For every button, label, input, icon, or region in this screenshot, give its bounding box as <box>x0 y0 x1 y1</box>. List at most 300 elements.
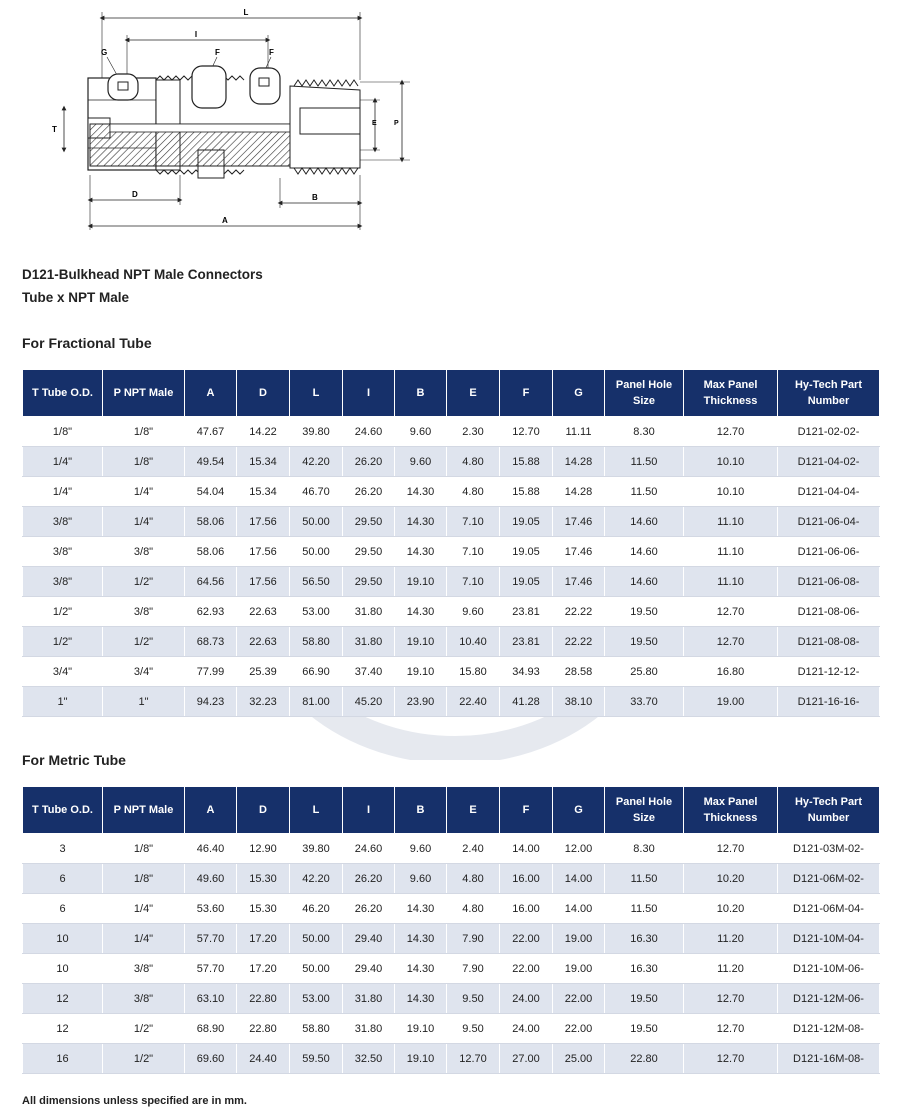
column-header: A <box>185 787 237 834</box>
table-cell: 19.05 <box>500 537 553 567</box>
table-cell: 1/8" <box>23 417 103 447</box>
dim-label-d: D <box>132 190 138 199</box>
table-row <box>23 1014 880 1044</box>
column-header: D <box>237 370 290 417</box>
table-cell: 17.20 <box>237 954 290 984</box>
table-cell: 22.80 <box>237 984 290 1014</box>
column-header: L <box>290 787 343 834</box>
table-cell: D121-06M-04- <box>778 894 880 924</box>
table-cell: 12.70 <box>500 417 553 447</box>
table-cell: 14.60 <box>605 537 684 567</box>
table-cell: 11.20 <box>684 924 778 954</box>
table-cell: 50.00 <box>290 537 343 567</box>
table-cell: 14.60 <box>605 507 684 537</box>
table-cell: 1/2" <box>103 627 185 657</box>
table-cell: 14.00 <box>553 864 605 894</box>
column-header: L <box>290 370 343 417</box>
table-cell: 11.50 <box>605 894 684 924</box>
table-cell: 17.56 <box>237 507 290 537</box>
column-header: I <box>343 370 395 417</box>
table-cell: 17.56 <box>237 537 290 567</box>
table-cell: 15.34 <box>237 477 290 507</box>
table-row <box>23 894 880 924</box>
table-cell: D121-12M-06- <box>778 984 880 1014</box>
table-row <box>23 657 880 687</box>
product-title-block <box>22 263 263 309</box>
table-cell: D121-08-06- <box>778 597 880 627</box>
dim-label-a: A <box>222 216 228 225</box>
table-cell: 32.23 <box>237 687 290 717</box>
table-cell: 14.28 <box>553 477 605 507</box>
table-cell: 22.00 <box>553 984 605 1014</box>
column-header: Max Panel Thickness <box>684 370 778 417</box>
table-cell: 31.80 <box>343 627 395 657</box>
table-cell: 42.20 <box>290 447 343 477</box>
table-cell: 14.30 <box>395 537 447 567</box>
table-cell: D121-12-12- <box>778 657 880 687</box>
table-cell: D121-03M-02- <box>778 834 880 864</box>
table-row <box>23 417 880 447</box>
table-cell: 1/4" <box>103 507 185 537</box>
table-cell: 10.40 <box>447 627 500 657</box>
table-cell: 16 <box>23 1044 103 1074</box>
table-cell: 53.00 <box>290 984 343 1014</box>
table-cell: 15.88 <box>500 477 553 507</box>
table-cell: 47.67 <box>185 417 237 447</box>
table-cell: 19.50 <box>605 597 684 627</box>
column-header: F <box>500 787 553 834</box>
table-cell: 1" <box>23 687 103 717</box>
column-header: B <box>395 787 447 834</box>
dim-label-t: T <box>52 125 57 134</box>
table-cell: 63.10 <box>185 984 237 1014</box>
table-cell: D121-06-04- <box>778 507 880 537</box>
table-cell: 19.50 <box>605 627 684 657</box>
table-cell: 94.23 <box>185 687 237 717</box>
table-row <box>23 924 880 954</box>
table-cell: 12.70 <box>684 1014 778 1044</box>
table-cell: 12 <box>23 984 103 1014</box>
table-cell: 14.30 <box>395 954 447 984</box>
table-cell: 1" <box>103 687 185 717</box>
table-cell: 59.50 <box>290 1044 343 1074</box>
table-row <box>23 627 880 657</box>
table-cell: 57.70 <box>185 954 237 984</box>
table-cell: 58.80 <box>290 1014 343 1044</box>
table-cell: 4.80 <box>447 894 500 924</box>
table-cell: 57.70 <box>185 924 237 954</box>
table-cell: 9.60 <box>395 447 447 477</box>
table-cell: 4.80 <box>447 477 500 507</box>
column-header: Hy-Tech Part Number <box>778 370 880 417</box>
table-cell: 3/8" <box>103 984 185 1014</box>
dim-label-f2: F <box>269 48 274 57</box>
table-cell: 17.46 <box>553 507 605 537</box>
dim-label-e: E <box>372 120 377 127</box>
table-cell: 12.00 <box>553 834 605 864</box>
table-cell: D121-10M-04- <box>778 924 880 954</box>
table-cell: 12.90 <box>237 834 290 864</box>
table-cell: 9.60 <box>395 834 447 864</box>
product-title: D121-Bulkhead NPT Male Connectors <box>22 267 263 282</box>
table-cell: 12.70 <box>684 627 778 657</box>
table-cell: 10.10 <box>684 447 778 477</box>
column-header: E <box>447 370 500 417</box>
table-row <box>23 834 880 864</box>
table-cell: D121-04-02- <box>778 447 880 477</box>
table-cell: 2.30 <box>447 417 500 447</box>
table-cell: 64.56 <box>185 567 237 597</box>
table-row <box>23 864 880 894</box>
dim-label-p: P <box>394 120 399 127</box>
table-cell: 29.40 <box>343 954 395 984</box>
table-cell: 23.81 <box>500 597 553 627</box>
table-cell: D121-02-02- <box>778 417 880 447</box>
table-cell: 14.30 <box>395 507 447 537</box>
table-cell: 14.30 <box>395 477 447 507</box>
metric-section-title: For Metric Tube <box>22 752 126 768</box>
table-header-row <box>23 787 880 834</box>
table-cell: 14.60 <box>605 567 684 597</box>
table-row <box>23 507 880 537</box>
table-cell: 12.70 <box>447 1044 500 1074</box>
table-cell: 1/2" <box>23 627 103 657</box>
table-cell: 3/8" <box>103 954 185 984</box>
table-cell: 50.00 <box>290 507 343 537</box>
table-cell: 29.50 <box>343 537 395 567</box>
table-cell: 7.10 <box>447 507 500 537</box>
table-cell: 1/4" <box>103 477 185 507</box>
column-header: I <box>343 787 395 834</box>
column-header: P NPT Male <box>103 787 185 834</box>
table-cell: 24.60 <box>343 834 395 864</box>
table-cell: 9.60 <box>395 417 447 447</box>
table-cell: 11.50 <box>605 447 684 477</box>
table-cell: 17.20 <box>237 924 290 954</box>
table-cell: D121-06-08- <box>778 567 880 597</box>
column-header: B <box>395 370 447 417</box>
dim-label-l: L <box>243 8 249 17</box>
product-subtitle: Tube x NPT Male <box>22 290 130 305</box>
table-cell: 22.40 <box>447 687 500 717</box>
table-cell: 11.11 <box>553 417 605 447</box>
table-cell: 19.10 <box>395 1044 447 1074</box>
table-cell: 41.28 <box>500 687 553 717</box>
table-cell: 12.70 <box>684 834 778 864</box>
table-cell: 1/2" <box>23 597 103 627</box>
table-cell: 19.05 <box>500 567 553 597</box>
table-cell: 27.00 <box>500 1044 553 1074</box>
table-cell: 37.40 <box>343 657 395 687</box>
table-cell: 9.50 <box>447 984 500 1014</box>
table-cell: D121-06-06- <box>778 537 880 567</box>
table-cell: 19.00 <box>553 954 605 984</box>
fitting-technical-drawing <box>50 0 450 250</box>
table-cell: 16.30 <box>605 924 684 954</box>
table-cell: 2.40 <box>447 834 500 864</box>
column-header: F <box>500 370 553 417</box>
table-cell: 7.90 <box>447 954 500 984</box>
table-cell: 8.30 <box>605 417 684 447</box>
table-cell: 19.10 <box>395 567 447 597</box>
table-cell: 66.90 <box>290 657 343 687</box>
table-cell: D121-08-08- <box>778 627 880 657</box>
table-row <box>23 1044 880 1074</box>
table-cell: D121-16M-08- <box>778 1044 880 1074</box>
table-cell: 46.20 <box>290 894 343 924</box>
table-cell: 22.63 <box>237 597 290 627</box>
table-cell: 1/8" <box>103 834 185 864</box>
table-cell: 10.20 <box>684 864 778 894</box>
table-cell: 22.22 <box>553 597 605 627</box>
table-cell: 24.40 <box>237 1044 290 1074</box>
table-cell: 58.06 <box>185 537 237 567</box>
table-cell: 49.60 <box>185 864 237 894</box>
table-cell: 10.10 <box>684 477 778 507</box>
table-cell: 19.10 <box>395 1014 447 1044</box>
table-cell: 1/2" <box>103 1014 185 1044</box>
table-cell: 12 <box>23 1014 103 1044</box>
table-cell: 22.80 <box>605 1044 684 1074</box>
dim-label-i: I <box>194 30 198 39</box>
table-cell: 10.20 <box>684 894 778 924</box>
table-cell: 46.70 <box>290 477 343 507</box>
table-cell: 33.70 <box>605 687 684 717</box>
table-cell: 15.88 <box>500 447 553 477</box>
table-row <box>23 477 880 507</box>
table-cell: D121-16-16- <box>778 687 880 717</box>
table-row <box>23 567 880 597</box>
table-cell: 58.80 <box>290 627 343 657</box>
footnote: All dimensions unless specified are in mm. <box>22 1095 247 1107</box>
table-cell: D121-04-04- <box>778 477 880 507</box>
table-cell: 17.46 <box>553 537 605 567</box>
table-row <box>23 954 880 984</box>
table-cell: 22.80 <box>237 1014 290 1044</box>
table-cell: 12.70 <box>684 597 778 627</box>
table-cell: 54.04 <box>185 477 237 507</box>
table-cell: 3/8" <box>23 537 103 567</box>
table-cell: 9.60 <box>447 597 500 627</box>
column-header: Hy-Tech Part Number <box>778 787 880 834</box>
table-cell: 26.20 <box>343 447 395 477</box>
table-cell: 3/4" <box>103 657 185 687</box>
table-cell: 25.80 <box>605 657 684 687</box>
table-cell: 24.00 <box>500 984 553 1014</box>
table-cell: 19.05 <box>500 507 553 537</box>
table-cell: 12.70 <box>684 1044 778 1074</box>
table-cell: 6 <box>23 894 103 924</box>
table-cell: 22.00 <box>500 924 553 954</box>
table-cell: 3/8" <box>103 597 185 627</box>
table-cell: 14.22 <box>237 417 290 447</box>
table-cell: 28.58 <box>553 657 605 687</box>
table-cell: 11.50 <box>605 864 684 894</box>
table-cell: 11.10 <box>684 567 778 597</box>
fractional-section-title: For Fractional Tube <box>22 335 152 351</box>
column-header: G <box>553 370 605 417</box>
table-cell: 19.10 <box>395 627 447 657</box>
table-cell: 58.06 <box>185 507 237 537</box>
table-cell: 3/8" <box>23 507 103 537</box>
table-cell: 16.00 <box>500 864 553 894</box>
table-cell: 1/4" <box>23 477 103 507</box>
table-row <box>23 984 880 1014</box>
table-cell: 53.00 <box>290 597 343 627</box>
table-cell: 45.20 <box>343 687 395 717</box>
table-cell: 68.73 <box>185 627 237 657</box>
table-cell: 34.93 <box>500 657 553 687</box>
table-cell: 24.00 <box>500 1014 553 1044</box>
table-cell: 14.00 <box>553 894 605 924</box>
table-cell: 49.54 <box>185 447 237 477</box>
table-cell: 77.99 <box>185 657 237 687</box>
table-cell: 81.00 <box>290 687 343 717</box>
table-cell: 23.81 <box>500 627 553 657</box>
table-cell: 50.00 <box>290 924 343 954</box>
column-header: T Tube O.D. <box>23 370 103 417</box>
column-header: Panel Hole Size <box>605 787 684 834</box>
table-cell: 14.30 <box>395 597 447 627</box>
table-cell: 32.50 <box>343 1044 395 1074</box>
table-cell: 38.10 <box>553 687 605 717</box>
table-cell: 7.10 <box>447 537 500 567</box>
table-cell: 19.00 <box>684 687 778 717</box>
table-cell: D121-06M-02- <box>778 864 880 894</box>
table-cell: 11.10 <box>684 507 778 537</box>
table-cell: 69.60 <box>185 1044 237 1074</box>
table-cell: 3/8" <box>103 537 185 567</box>
table-cell: 12.70 <box>684 984 778 1014</box>
table-cell: 62.93 <box>185 597 237 627</box>
table-cell: 11.20 <box>684 954 778 984</box>
column-header: T Tube O.D. <box>23 787 103 834</box>
table-cell: 53.60 <box>185 894 237 924</box>
table-cell: 15.30 <box>237 894 290 924</box>
table-cell: 29.50 <box>343 567 395 597</box>
dim-label-g: G <box>101 48 108 57</box>
table-cell: 1/2" <box>103 567 185 597</box>
table-cell: 1/4" <box>103 924 185 954</box>
table-cell: 26.20 <box>343 477 395 507</box>
table-cell: 3/8" <box>23 567 103 597</box>
column-header: Max Panel Thickness <box>684 787 778 834</box>
fractional-tube-table <box>22 369 880 717</box>
table-header-row <box>23 370 880 417</box>
table-cell: 14.30 <box>395 984 447 1014</box>
table-cell: 9.50 <box>447 1014 500 1044</box>
table-row <box>23 687 880 717</box>
table-cell: 1/2" <box>103 1044 185 1074</box>
column-header: A <box>185 370 237 417</box>
table-row <box>23 597 880 627</box>
table-cell: 16.00 <box>500 894 553 924</box>
table-cell: 19.50 <box>605 984 684 1014</box>
column-header: G <box>553 787 605 834</box>
table-cell: 17.56 <box>237 567 290 597</box>
table-cell: 1/8" <box>103 864 185 894</box>
table-cell: 4.80 <box>447 864 500 894</box>
table-cell: 22.00 <box>500 954 553 984</box>
column-header: E <box>447 787 500 834</box>
table-cell: 12.70 <box>684 417 778 447</box>
table-cell: 31.80 <box>343 984 395 1014</box>
table-cell: 50.00 <box>290 954 343 984</box>
table-cell: 24.60 <box>343 417 395 447</box>
table-cell: 56.50 <box>290 567 343 597</box>
table-cell: 6 <box>23 864 103 894</box>
table-cell: 11.10 <box>684 537 778 567</box>
table-cell: 14.28 <box>553 447 605 477</box>
table-cell: 22.00 <box>553 1014 605 1044</box>
table-cell: 7.90 <box>447 924 500 954</box>
table-cell: 26.20 <box>343 894 395 924</box>
metric-tube-table <box>22 786 880 1074</box>
table-cell: 31.80 <box>343 597 395 627</box>
table-cell: 29.40 <box>343 924 395 954</box>
column-header: Panel Hole Size <box>605 370 684 417</box>
table-cell: 1/8" <box>103 417 185 447</box>
table-cell: 14.00 <box>500 834 553 864</box>
table-cell: 15.80 <box>447 657 500 687</box>
table-cell: 14.30 <box>395 924 447 954</box>
table-cell: 1/4" <box>103 894 185 924</box>
table-cell: 15.34 <box>237 447 290 477</box>
table-cell: 39.80 <box>290 417 343 447</box>
dim-label-f1: F <box>215 48 220 57</box>
table-cell: 25.00 <box>553 1044 605 1074</box>
table-cell: 3/4" <box>23 657 103 687</box>
table-cell: 14.30 <box>395 894 447 924</box>
table-cell: 10 <box>23 924 103 954</box>
table-cell: 4.80 <box>447 447 500 477</box>
table-cell: D121-12M-08- <box>778 1014 880 1044</box>
table-cell: 68.90 <box>185 1014 237 1044</box>
table-cell: 1/8" <box>103 447 185 477</box>
table-cell: 9.60 <box>395 864 447 894</box>
table-cell: 23.90 <box>395 687 447 717</box>
table-cell: 42.20 <box>290 864 343 894</box>
table-cell: 10 <box>23 954 103 984</box>
table-cell: 26.20 <box>343 864 395 894</box>
table-cell: 25.39 <box>237 657 290 687</box>
table-cell: 39.80 <box>290 834 343 864</box>
table-cell: 15.30 <box>237 864 290 894</box>
table-row <box>23 447 880 477</box>
table-cell: D121-10M-06- <box>778 954 880 984</box>
table-cell: 8.30 <box>605 834 684 864</box>
table-cell: 19.50 <box>605 1014 684 1044</box>
column-header: P NPT Male <box>103 370 185 417</box>
table-cell: 7.10 <box>447 567 500 597</box>
table-cell: 19.00 <box>553 924 605 954</box>
table-cell: 16.80 <box>684 657 778 687</box>
table-cell: 11.50 <box>605 477 684 507</box>
table-row <box>23 537 880 567</box>
table-cell: 16.30 <box>605 954 684 984</box>
table-cell: 17.46 <box>553 567 605 597</box>
table-cell: 19.10 <box>395 657 447 687</box>
table-cell: 1/4" <box>23 447 103 477</box>
table-cell: 29.50 <box>343 507 395 537</box>
dim-label-b: B <box>312 193 318 202</box>
table-cell: 22.22 <box>553 627 605 657</box>
column-header: D <box>237 787 290 834</box>
table-cell: 46.40 <box>185 834 237 864</box>
table-cell: 22.63 <box>237 627 290 657</box>
table-cell: 31.80 <box>343 1014 395 1044</box>
table-cell: 3 <box>23 834 103 864</box>
